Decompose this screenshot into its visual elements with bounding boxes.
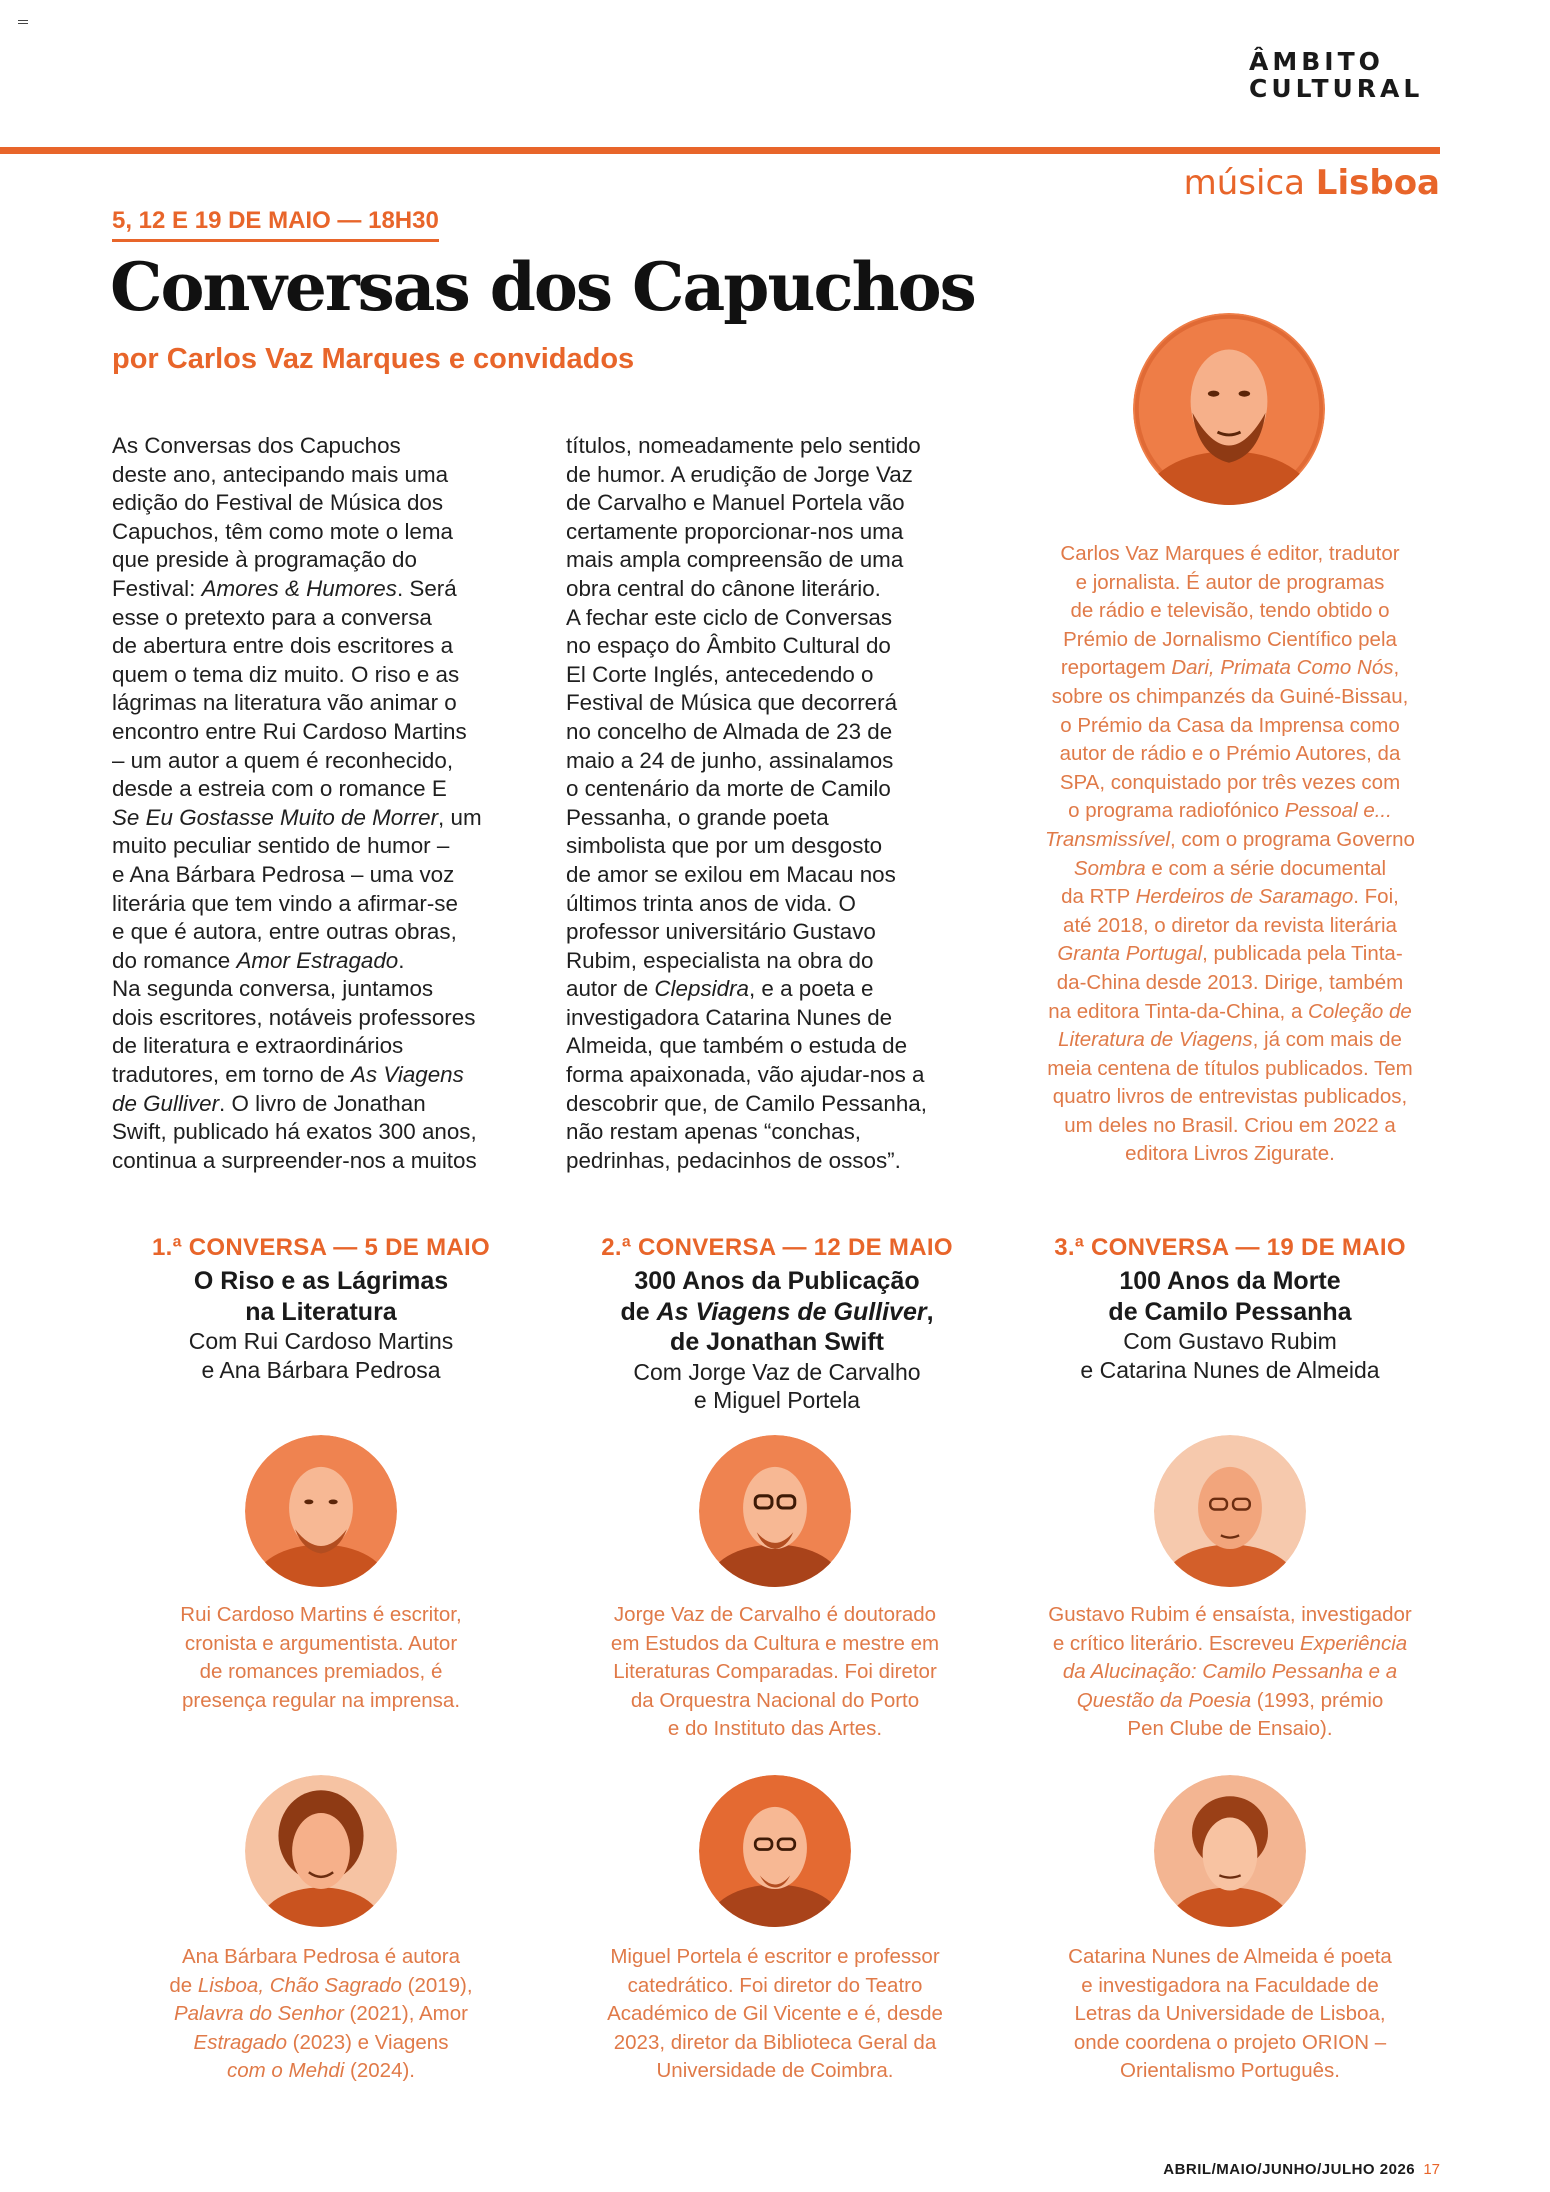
bio-line: na editora Tinta-da-China, a Coleção de (1048, 999, 1412, 1023)
brand-line-1: ÂMBITO (1249, 47, 1384, 76)
brand-logo (1249, 48, 1441, 104)
talk-guests-line: e Miguel Portela (693, 1387, 861, 1414)
bio-line: cronista e argumentista. Autor (184, 1631, 458, 1655)
bio-line: Letras da Universidade de Lisboa, (1074, 2002, 1386, 2026)
body-line: de Gulliver. O livro de Jonathan (112, 1090, 426, 1116)
talk-guests (1020, 1327, 1440, 1384)
bio-line: Catarina Nunes de Almeida é poeta (1068, 1945, 1392, 1968)
body-line: lágrimas na literatura vão animar o (112, 690, 457, 716)
guest-bio-ana (111, 1943, 531, 2086)
body-line: mais ampla compreensão de uma (566, 547, 904, 573)
body-line: e que é autora, entre outras obras, (112, 919, 457, 945)
portrait-photo (1154, 1435, 1306, 1587)
bio-line: de romances premiados, é (199, 1660, 443, 1684)
body-line: forma apaixonada, vão ajudar-nos a (566, 1062, 925, 1088)
guest-bio-gustavo (1020, 1601, 1440, 1744)
talk-guests-line: e Ana Bárbara Pedrosa (201, 1356, 441, 1383)
body-line: simbolista que por um desgosto (566, 833, 883, 859)
body-line: investigadora Catarina Nunes de (566, 1004, 893, 1030)
body-line: que preside à programação do (112, 547, 417, 573)
body-line: Almeida, que também o estuda de (566, 1033, 908, 1059)
body-line: Festival: Amores & Humores. Será (112, 575, 457, 601)
portrait-photo (699, 1775, 851, 1927)
bio-line: sobre os chimpanzés da Guiné-Bissau, (1051, 684, 1409, 708)
body-line: A fechar este ciclo de Conversas (566, 604, 893, 630)
body-line: quem o tema diz muito. O riso e as (112, 661, 460, 687)
page-footer (1163, 2161, 1440, 2178)
body-line: desde a estreia com o romance E (112, 776, 447, 802)
talk-guests (111, 1327, 531, 1384)
bio-line: autor de rádio e o Prémio Autores, da (1059, 742, 1401, 766)
guest-bio-miguel (565, 1943, 985, 2086)
bio-line: em Estudos da Cultura e mestre em (610, 1631, 940, 1655)
bio-line: até 2018, o diretor da revista literária (1063, 913, 1397, 937)
talk-date: 2.ª CONVERSA — 12 DE MAIO (601, 1234, 953, 1261)
talk-title (1020, 1266, 1440, 1327)
bio-line: um deles no Brasil. Criou em 2022 a (1064, 1113, 1396, 1137)
guest-bio-rui (111, 1601, 531, 1715)
body-line: de literatura e extraordinários (112, 1033, 404, 1059)
menu-icon[interactable] (18, 20, 28, 26)
talk-guests (567, 1358, 987, 1415)
guest-portrait-miguel (699, 1775, 851, 1927)
talk-title-line: de As Viagens de Gulliver, (620, 1297, 934, 1326)
article-column-1 (112, 432, 542, 1175)
body-line: dois escritores, notáveis professores (112, 1004, 476, 1030)
body-line: no espaço do Âmbito Cultural do (566, 633, 891, 659)
talk-title-line: 300 Anos da Publicação (634, 1267, 920, 1295)
body-line: Swift, publicado há exatos 300 anos, (112, 1119, 477, 1145)
bio-line: da-China desde 2013. Dirige, também (1056, 970, 1404, 994)
bio-line: e do Instituto das Artes. (667, 1717, 883, 1741)
bio-line: de Lisboa, Chão Sagrado (2019), (169, 1973, 473, 1997)
bio-line: Rui Cardoso Martins é escritor, (180, 1603, 462, 1626)
talk-title-line: na Literatura (245, 1297, 397, 1326)
bio-line: com o Mehdi (2024). (226, 2059, 415, 2083)
talk-title (111, 1266, 531, 1327)
talk-date: 3.ª CONVERSA — 19 DE MAIO (1054, 1234, 1406, 1261)
body-line: descobrir que, de Camilo Pessanha, (566, 1090, 927, 1116)
talk-guests-line: Com Rui Cardoso Martins (188, 1328, 454, 1354)
body-line: obra central do cânone literário. (566, 575, 881, 601)
portrait-photo (1133, 313, 1325, 505)
body-line: Na segunda conversa, juntamos (112, 976, 434, 1002)
bio-line: Pen Clube de Ensaio). (1127, 1717, 1333, 1741)
bio-line: quatro livros de entrevistas publicados, (1052, 1085, 1408, 1109)
guest-portrait-rui (245, 1435, 397, 1587)
host-portrait (1133, 313, 1325, 505)
bio-line: o programa radiofónico Pessoal e... (1068, 799, 1392, 823)
talk-title-line: de Camilo Pessanha (1108, 1297, 1352, 1326)
body-line: Rubim, especialista na obra do (566, 947, 874, 973)
bio-line: o Prémio da Casa da Imprensa como (1060, 713, 1400, 737)
bio-line: Granta Portugal, publicada pela Tinta- (1057, 942, 1403, 966)
body-line: Se Eu Gostasse Muito de Morrer, um (112, 804, 482, 830)
bio-line: de rádio e televisão, tendo obtido o (1070, 599, 1390, 623)
body-line: esse o pretexto para a conversa (112, 604, 432, 630)
guest-portrait-ana (245, 1775, 397, 1927)
body-line: no concelho de Almada de 23 de (566, 718, 893, 744)
body-line: do romance Amor Estragado. (112, 947, 405, 973)
page-number: 17 (1423, 2161, 1440, 2178)
body-line: de abertura entre dois escritores a (112, 633, 454, 659)
bio-line: Universidade de Coimbra. (656, 2059, 894, 2083)
header-rule (0, 147, 1440, 154)
body-line: As Conversas dos Capuchos (112, 433, 401, 458)
body-line: títulos, nomeadamente pelo sentido (566, 433, 921, 458)
bio-line: e investigadora na Faculdade de (1081, 1973, 1379, 1997)
bio-line: Ana Bárbara Pedrosa é autora (181, 1945, 461, 1968)
bio-line: onde coordena o projeto ORION – (1073, 2030, 1387, 2054)
bio-line: e crítico literário. Escreveu Experiência (1052, 1631, 1408, 1655)
brand-line-2: CULTURAL (1249, 74, 1424, 103)
bio-line: editora Livros Zigurate. (1125, 1142, 1335, 1166)
body-line: últimos trinta anos de vida. O (566, 890, 856, 916)
talk-title-line: de Jonathan Swift (670, 1328, 884, 1356)
talk-2 (567, 1234, 987, 1415)
host-bio (1025, 540, 1435, 1169)
bio-line: da Alucinação: Camilo Pessanha e a (1062, 1660, 1398, 1684)
portrait-photo (1154, 1775, 1306, 1927)
bio-line: Gustavo Rubim é ensaísta, investigador (1048, 1603, 1412, 1626)
talk-3 (1020, 1234, 1440, 1384)
body-line: encontro entre Rui Cardoso Martins (112, 718, 467, 744)
page-subtitle: por Carlos Vaz Marques e convidados (112, 343, 635, 375)
body-line: tradutores, em torno de As Viagens (112, 1062, 464, 1088)
body-line: continua a surpreender-nos a muitos (112, 1147, 477, 1173)
body-line: Festival de Música que decorrerá (566, 690, 898, 716)
body-line: Capuchos, têm como mote o lema (112, 518, 453, 544)
bio-line: Carlos Vaz Marques é editor, tradutor (1060, 542, 1400, 565)
body-line: literária que tem vindo a afirmar-se (112, 890, 458, 916)
portrait-photo (699, 1435, 851, 1587)
body-line: não restam apenas “conchas, (566, 1119, 861, 1145)
body-line: de humor. A erudição de Jorge Vaz (566, 461, 913, 487)
guest-portrait-gustavo (1154, 1435, 1306, 1587)
body-line: maio a 24 de junho, assinalamos (566, 747, 894, 773)
portrait-photo (245, 1775, 397, 1927)
bio-line: Estragado (2023) e Viagens (193, 2030, 449, 2054)
portrait-photo (245, 1435, 397, 1587)
bio-line: da RTP Herdeiros de Saramago. Foi, (1061, 885, 1399, 909)
bio-line: Transmissível, com o programa Governo (1045, 827, 1415, 851)
bio-line: 2023, diretor da Biblioteca Geral da (613, 2030, 937, 2054)
bio-line: Orientalismo Português. (1120, 2059, 1340, 2083)
bio-line: reportagem Dari, Primata Como Nós, (1060, 656, 1400, 680)
guest-bio-jorge (565, 1601, 985, 1744)
talk-title (567, 1266, 987, 1358)
bio-line: catedrático. Foi diretor do Teatro (627, 1973, 923, 1997)
body-line: e Ana Bárbara Pedrosa – uma voz (112, 861, 455, 887)
section-category: música (1183, 163, 1305, 203)
talk-guests-line: Com Jorge Vaz de Carvalho (633, 1358, 921, 1385)
bio-line: Miguel Portela é escritor e professor (610, 1945, 940, 1968)
body-line: o centenário da morte de Camilo (566, 776, 891, 802)
body-line: – um autor a quem é reconhecido, (112, 747, 454, 773)
talk-1 (111, 1234, 531, 1384)
bio-line: Literaturas Comparadas. Foi diretor (613, 1660, 937, 1684)
bio-line: presença regular na imprensa. (181, 1688, 461, 1712)
body-line: El Corte Inglés, antecedendo o (566, 661, 874, 687)
bio-line: Prémio de Jornalismo Científico pela (1063, 627, 1397, 651)
talk-guests-line: e Catarina Nunes de Almeida (1080, 1356, 1380, 1383)
body-line: pedrinhas, pedacinhos de ossos”. (566, 1147, 901, 1173)
bio-line: SPA, conquistado por três vezes com (1059, 770, 1401, 794)
body-line: muito peculiar sentido de humor – (112, 833, 450, 859)
bio-line: Palavra do Senhor (2021), Amor (173, 2002, 468, 2026)
section-label (1184, 163, 1440, 203)
body-line: autor de Clepsidra, e a poeta e (566, 976, 874, 1002)
talk-date: 1.ª CONVERSA — 5 DE MAIO (152, 1234, 490, 1261)
body-line: deste ano, antecipando mais uma (112, 461, 449, 487)
article-column-2 (566, 432, 996, 1175)
body-line: de Carvalho e Manuel Portela vão (566, 490, 905, 516)
guest-portrait-catarina (1154, 1775, 1306, 1927)
body-line: certamente proporcionar-nos uma (566, 518, 904, 544)
bio-line: Sombra e com a série documental (1073, 856, 1387, 880)
talk-title-line: 100 Anos da Morte (1119, 1267, 1341, 1295)
talk-title-line: O Riso e as Lágrimas (193, 1267, 449, 1295)
page-title: Conversas dos Capuchos (110, 248, 975, 326)
bio-line: e jornalista. É autor de programas (1075, 570, 1385, 594)
body-line: professor universitário Gustavo (566, 919, 876, 945)
body-line: edição do Festival de Música dos (112, 490, 444, 516)
body-line: de amor se exilou em Macau nos (566, 861, 896, 887)
guest-portrait-jorge (699, 1435, 851, 1587)
event-dates: 5, 12 E 19 DE MAIO — 18H30 (112, 207, 439, 242)
section-city: Lisboa (1315, 163, 1440, 203)
bio-line: Académico de Gil Vicente e é, desde (607, 2002, 943, 2026)
bio-line: Literatura de Viagens, já com mais de (1058, 1028, 1402, 1052)
body-line: Pessanha, o grande poeta (566, 804, 829, 830)
talk-guests-line: Com Gustavo Rubim (1123, 1328, 1337, 1354)
bio-line: Jorge Vaz de Carvalho é doutorado (613, 1603, 937, 1626)
issue-date: ABRIL/MAIO/JUNHO/JULHO 2026 (1163, 2161, 1416, 2178)
bio-line: Questão da Poesia (1993, prémio (1076, 1688, 1384, 1712)
bio-line: da Orquestra Nacional do Porto (630, 1688, 920, 1712)
bio-line: meia centena de títulos publicados. Tem (1047, 1056, 1413, 1080)
guest-bio-catarina (1020, 1943, 1440, 2086)
